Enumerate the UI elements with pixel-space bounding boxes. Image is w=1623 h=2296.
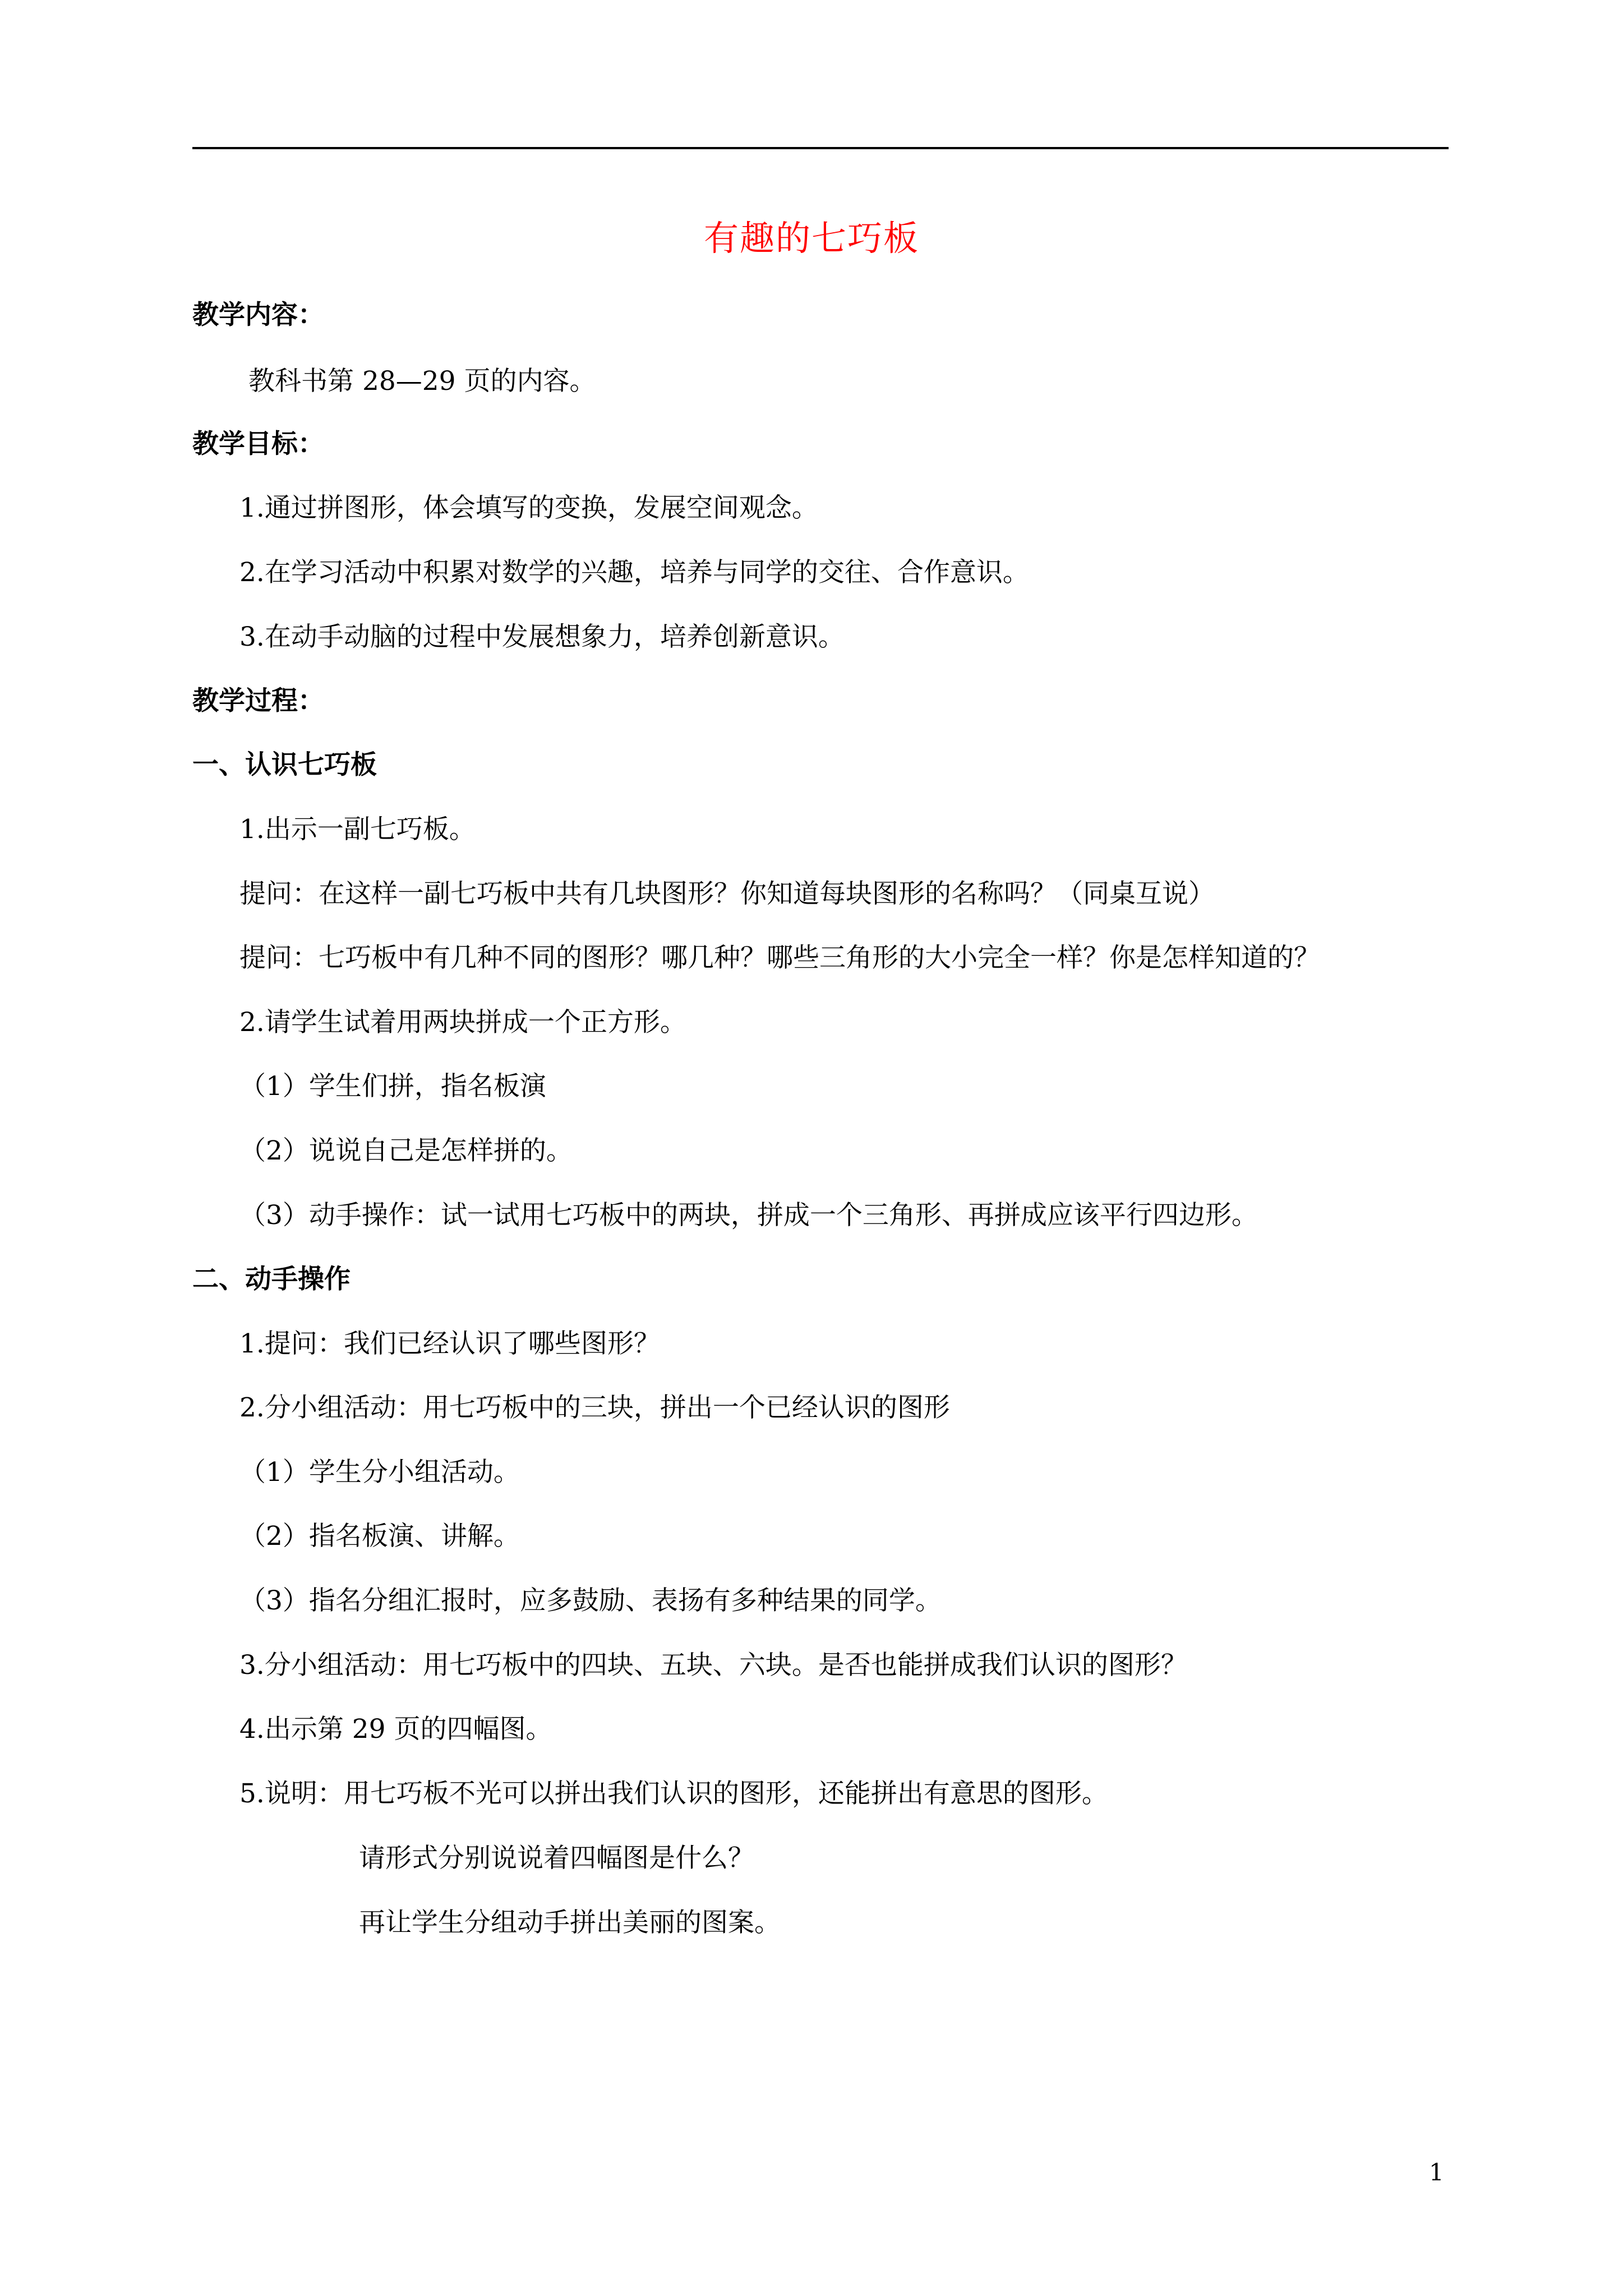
process-subitem-3: （3）动手操作：试一试用七巧板中的两块，拼成一个三角形、再拼成应该平行四边形。 bbox=[239, 1200, 1258, 1231]
goal-item-3: 3.在动手动脑的过程中发展想象力，培养创新意识。 bbox=[239, 622, 845, 652]
process-subitem-2-1: （1）学生分小组活动。 bbox=[239, 1457, 520, 1488]
process-note-2: 再让学生分组动手拼出美丽的图案。 bbox=[359, 1907, 781, 1938]
goal-item-2: 2.在学习活动中积累对数学的兴趣，培养与同学的交往、合作意识。 bbox=[239, 557, 1029, 588]
paragraph-textbook-pages: 教科书第 28—29 页的内容。 bbox=[248, 366, 596, 397]
process-question-2: 提问：七巧板中有几种不同的图形？哪几种？哪些三角形的大小完全一样？你是怎样知道的？ bbox=[239, 942, 1320, 973]
process-item-2-4: 4.出示第 29 页的四幅图。 bbox=[239, 1714, 552, 1745]
section-heading-2: 二、动手操作 bbox=[192, 1264, 351, 1295]
heading-teaching-content: 教学内容： bbox=[192, 300, 324, 330]
process-question-1: 提问：在这样一副七巧板中共有几块图形？你知道每块图形的名称吗？（同桌互说） bbox=[239, 878, 1215, 909]
process-item-2-2: 2.分小组活动：用七巧板中的三块，拼出一个已经认识的图形 bbox=[239, 1392, 950, 1423]
section-heading-1: 一、认识七巧板 bbox=[192, 749, 377, 780]
heading-teaching-process: 教学过程： bbox=[192, 685, 324, 716]
process-item-1-2: 2.请学生试着用两块拼成一个正方形。 bbox=[239, 1007, 686, 1038]
process-subitem-2: （2）说说自己是怎样拼的。 bbox=[239, 1135, 573, 1166]
process-note-1: 请形式分别说说着四幅图是什么？ bbox=[359, 1843, 754, 1874]
process-subitem-1: （1）学生们拼，指名板演 bbox=[239, 1071, 546, 1102]
goal-item-1: 1.通过拼图形，体会填写的变换，发展空间观念。 bbox=[239, 493, 818, 523]
process-item-2-5: 5.说明：用七巧板不光可以拼出我们认识的图形，还能拼出有意思的图形。 bbox=[239, 1778, 1108, 1809]
process-subitem-2-3: （3）指名分组汇报时，应多鼓励、表扬有多种结果的同学。 bbox=[239, 1585, 942, 1616]
heading-teaching-goals: 教学目标： bbox=[192, 429, 324, 459]
process-item-2-3: 3.分小组活动：用七巧板中的四块、五块、六块。是否也能拼成我们认识的图形？ bbox=[239, 1650, 1187, 1681]
header-rule bbox=[192, 147, 1449, 149]
page-number: 1 bbox=[1429, 2159, 1444, 2186]
process-item-1-1: 1.出示一副七巧板。 bbox=[239, 814, 476, 845]
document-title: 有趣的七巧板 bbox=[703, 218, 919, 259]
process-subitem-2-2: （2）指名板演、讲解。 bbox=[239, 1521, 520, 1552]
process-item-2-1: 1.提问：我们已经认识了哪些图形？ bbox=[239, 1328, 660, 1359]
